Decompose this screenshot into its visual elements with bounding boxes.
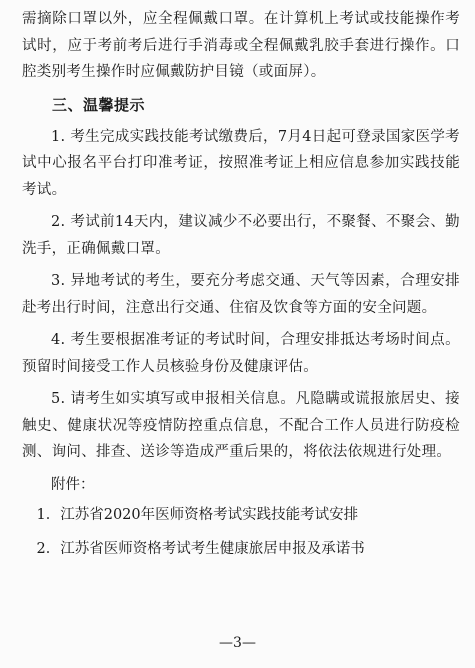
- page-number: —3—: [219, 635, 256, 651]
- tip-item-4: 4. 考生要根据准考证的考试时间，合理安排抵达考场时间点。预留时间接受工作人员核验身份及健康评估。: [22, 332, 460, 375]
- tip-item-5: 5. 请考生如实填写或申报相关信息。凡隐瞒或谎报旅居史、接触史、健康状况等疫情防控重点信息，不配合工作人员进行防疫检测、询问、排查、送诊等造成严重后果的，将依法依规进行处理。: [22, 391, 460, 460]
- attachment-item-1: 1．江苏省2020年医师资格考试实践技能考试安排: [36, 506, 359, 523]
- section-heading-tips: 三、温馨提示: [52, 95, 146, 114]
- document-body: [22, 6, 460, 570]
- tip-item-1: 1. 考生完成实践技能考试缴费后，7月4日起可登录国家医学考试中心报名平台打印准考证，按照准考证上相应信息参加实践技能考试。: [22, 128, 460, 198]
- paragraph-mask-rules: 需摘除口罩以外，应全程佩戴口罩。在计算机上考试或技能操作考试时，应于考前考后进行手消毒或全程佩戴乳胶手套进行操作。口腔类别考生操作时应佩戴防护目镜（或面屏）。: [22, 11, 460, 80]
- attachments-label: 附件：: [51, 476, 95, 493]
- tip-item-3: 3. 异地考试的考生，要充分考虑交通、天气等因素，合理安排赴考出行时间，注意出行交通、住宿及饮食等方面的安全问题。: [22, 273, 460, 316]
- tip-item-2: 2. 考试前14天内，建议减少不必要出行，不聚餐、不聚会、勤洗手，正确佩戴口罩。: [22, 214, 460, 257]
- attachment-item-2: 2．江苏省医师资格考试考生健康旅居申报及承诺书: [36, 540, 365, 557]
